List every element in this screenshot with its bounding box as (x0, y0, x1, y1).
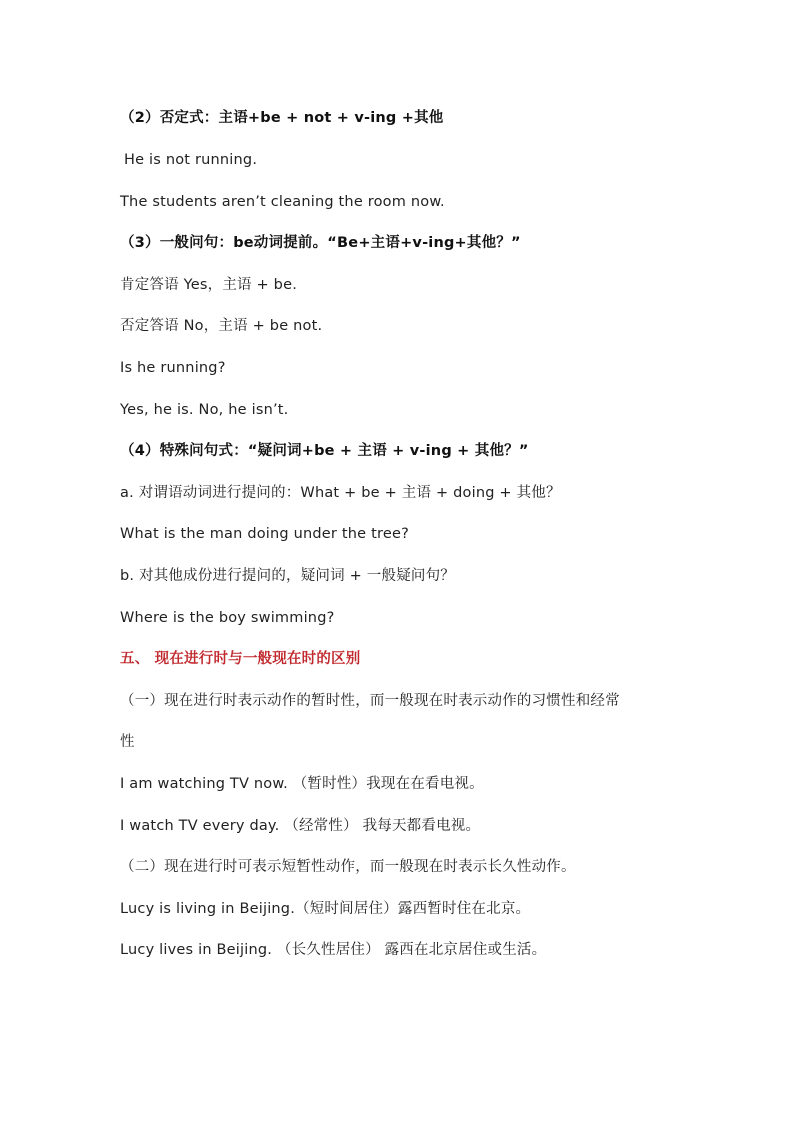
negative-answer-rule: 否定答语 No，主语 + be not. (120, 318, 323, 334)
section-five-heading: 五、 现在进行时与一般现在时的区别 (120, 651, 361, 667)
difference-point-two: （二）现在进行时可表示短暂性动作，而一般现在时表示长久性动作。 (120, 859, 576, 875)
example-sentence: I am watching TV now. （暂时性）我现在在看电视。 (120, 776, 484, 792)
special-question-heading: （4）特殊问句式：“疑问词+be + 主语 + v-ing + 其他？” (120, 443, 529, 459)
example-sentence: I watch TV every day. （经常性） 我每天都看电视。 (120, 818, 481, 834)
general-question-heading: （3）一般问句：be动词提前。“Be+主语+v-ing+其他？” (120, 235, 521, 251)
example-sentence: What is the man doing under the tree? (120, 526, 409, 542)
example-sentence: Lucy lives in Beijing. （长久性居住） 露西在北京居住或生活。 (120, 942, 547, 958)
example-sentence: Is he running? (120, 360, 226, 376)
difference-point-one: （一）现在进行时表示动作的暂时性，而一般现在时表示动作的习惯性和经常 (120, 693, 620, 709)
example-sentence: He is not running. (124, 152, 258, 168)
negative-form-heading: （2）否定式：主语+be + not + v-ing +其他 (120, 110, 444, 126)
example-sentence: Lucy is living in Beijing.（短时间居住）露西暂时住在北京。 (120, 901, 531, 917)
rule-b: b. 对其他成份进行提问的，疑问词 + 一般疑问句？ (120, 568, 455, 584)
difference-point-one-continued: 性 (120, 734, 135, 750)
example-sentence: The students aren’t cleaning the room now. (120, 194, 445, 210)
affirmative-answer-rule: 肯定答语 Yes，主语 + be. (120, 277, 298, 293)
example-sentence: Where is the boy swimming? (120, 610, 335, 626)
rule-a: a. 对谓语动词进行提问的：What + be + 主语 + doing + 其他？ (120, 485, 561, 501)
example-sentence: Yes, he is. No, he isn’t. (120, 402, 289, 418)
